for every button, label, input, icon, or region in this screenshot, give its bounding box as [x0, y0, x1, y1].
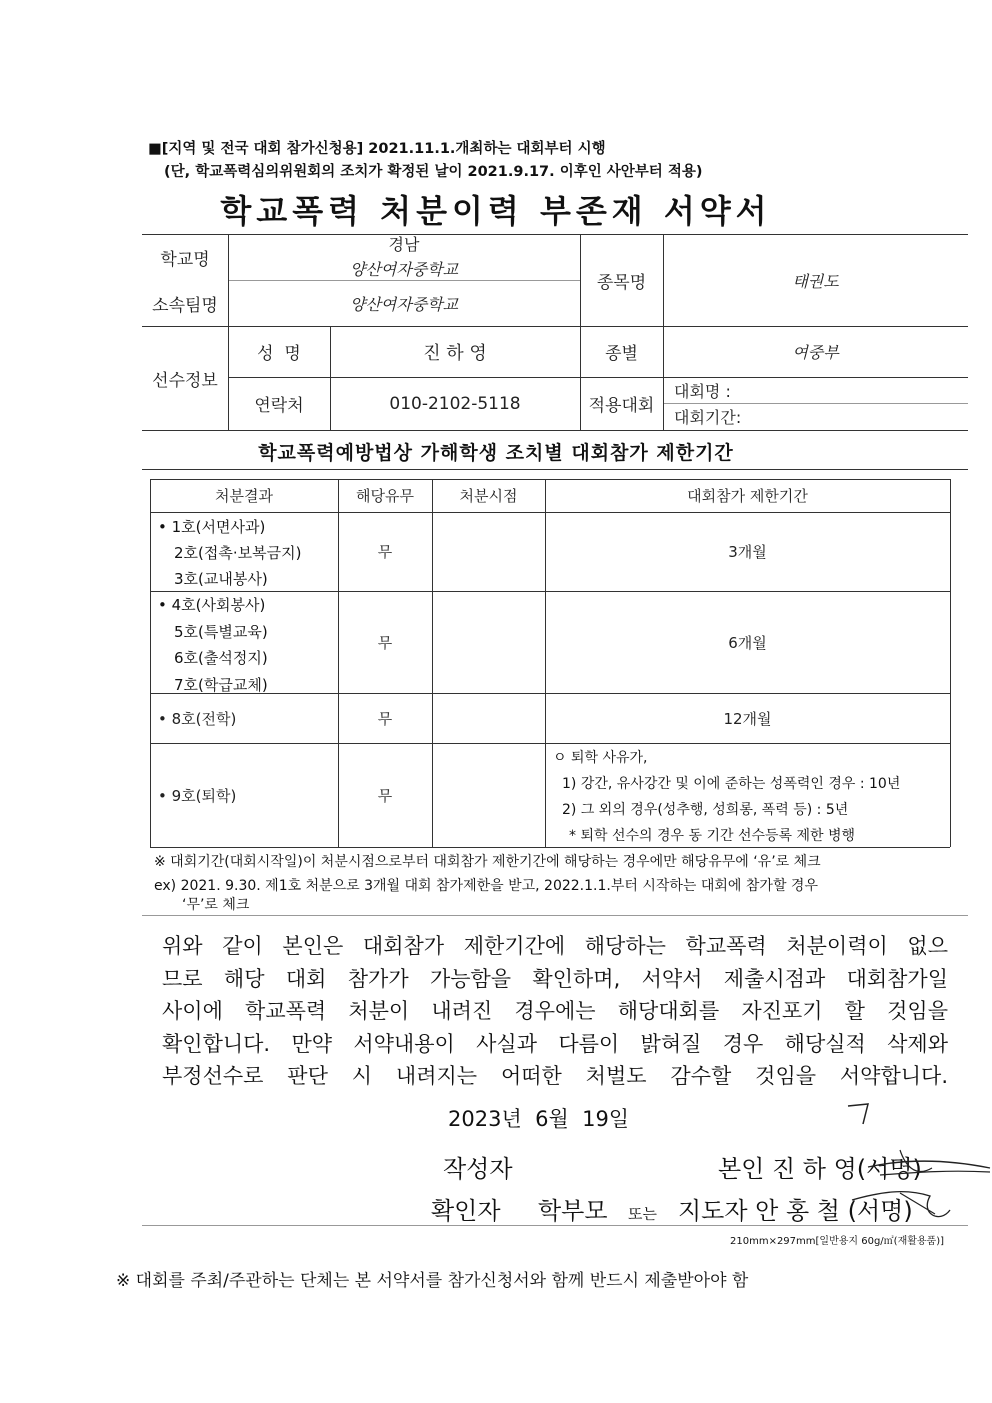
- measure-item: • 8호(전학): [158, 709, 237, 728]
- school-region: 경남: [388, 234, 420, 254]
- confirmer-signature: 지도자 안 홍 철 (서명): [678, 1197, 913, 1225]
- note-3: ‘무’로 체크: [182, 897, 250, 913]
- measure-item: 3호(교내봉사): [174, 570, 268, 588]
- team-label: 소속팀명: [152, 295, 218, 316]
- period-line: * 퇴학 선수의 경우 동 기간 선수등록 제한 병행: [569, 828, 856, 844]
- applicable-value: 무: [377, 543, 393, 561]
- applicable-value: 무: [377, 709, 393, 728]
- restriction-subtitle: 학교폭력예방법상 가해학생 조치별 대회참가 제한기간: [258, 442, 734, 464]
- measure-item: • 1호(서면사과): [158, 518, 266, 536]
- confirmer-role: 학부모: [538, 1197, 608, 1225]
- measure-item: • 9호(퇴학): [158, 786, 237, 805]
- event-period-label: 대회기간:: [674, 408, 742, 427]
- pledge-line: 부정선수로 판단 시 내려지는 어떠한 처벌도 감수할 것임을 서약합니다.: [162, 1064, 948, 1088]
- category-label: 종별: [605, 344, 638, 364]
- pledge-line: 위와 같이 본인은 대회참가 제한기간에 해당하는 학교폭력 처분이력이 없으: [162, 934, 948, 958]
- pledge-line: 사이에 학교폭력 처분이 내려진 경우에는 해당대회를 자진포기 할 것임을: [162, 999, 948, 1023]
- measure-item: 2호(접촉·보복금지): [174, 544, 302, 562]
- school-label: 학교명: [160, 249, 210, 270]
- period-value: 12개월: [723, 709, 772, 728]
- period-value: 3개월: [728, 543, 767, 561]
- school-name: 양산여자중학교: [349, 259, 459, 279]
- pledge-line: 확인합니다. 만약 서약내용이 사실과 다름이 밝혀질 경우 해당실적 삭제와: [162, 1031, 948, 1056]
- athlete-name: 진 하 영: [423, 342, 487, 364]
- contact-label: 연락처: [254, 396, 304, 416]
- notice-line-2: (단, 학교폭력심의위원회의 조치가 확정된 날이 2021.9.17. 이후인 사안부터 적용): [164, 164, 703, 180]
- period-line: 2) 그 외의 경우(성추행, 성희롱, 폭력 등) : 5년: [562, 802, 849, 818]
- measure-item: • 4호(사회봉사): [158, 596, 266, 614]
- team-name: 양산여자중학교: [349, 294, 459, 314]
- measure-item: 5호(특별교육): [174, 622, 268, 641]
- name-label: 성 명: [257, 344, 301, 364]
- page-title: 학교폭력 처분이력 부존재 서약서: [220, 192, 772, 230]
- measure-item: 7호(학급교체): [174, 675, 268, 694]
- applicable-value: 무: [377, 633, 393, 652]
- category-value: 여중부: [792, 343, 839, 362]
- header-time: 처분시점: [459, 487, 518, 505]
- period-line: 1) 강간, 유사강간 및 이에 준하는 성폭력인 경우 : 10년: [562, 776, 901, 792]
- note-2: ex) 2021. 9.30. 제1호 처분으로 3개월 대회 참가제한을 받고, 2022.1.1.부터 시작하는 대회에 참가할 경우: [154, 878, 818, 894]
- event-name-label: 대회명 :: [674, 381, 731, 401]
- period-line: ㅇ 퇴학 사유가,: [553, 750, 648, 766]
- event-label: 적용대회: [588, 396, 655, 416]
- notice-line-1: ■[지역 및 전국 대회 참가신청용] 2021.11.1.개최하는 대회부터 시행: [148, 141, 606, 157]
- writer-signature: 본인 진 하 영(서명): [718, 1155, 922, 1183]
- pledge-line: 므로 해당 대회 참가가 가능함을 확인하며, 서약서 제출시점과 대회참가일: [162, 966, 948, 991]
- period-value: 6개월: [728, 633, 767, 652]
- paper-spec: 210mm×297mm[일반용지 60g/㎡(재활용품)]: [730, 1236, 945, 1247]
- sport-label: 종목명: [596, 272, 647, 293]
- pledge-date: 2023년 6월 19일: [448, 1107, 630, 1131]
- header-result: 처분결과: [215, 487, 273, 505]
- confirmer-or: 또는: [628, 1205, 657, 1223]
- final-note: ※ 대회를 주최/주관하는 단체는 본 서약서를 참가신청서와 함께 반드시 제출받아야 함: [116, 1271, 749, 1291]
- athlete-info-label: 선수정보: [152, 370, 218, 391]
- applicable-value: 무: [377, 786, 393, 805]
- sport-value: 태권도: [792, 271, 839, 291]
- header-applicable: 해당유무: [356, 487, 414, 505]
- writer-label: 작성자: [443, 1155, 513, 1183]
- note-1: ※ 대회기간(대회시작일)이 처분시점으로부터 대회참가 제한기간에 해당하는 경우에만 해당유무에 ‘유’로 체크: [154, 854, 821, 870]
- measure-item: 6호(출석정지): [174, 649, 268, 667]
- confirmer-label: 확인자: [431, 1197, 501, 1225]
- contact-value: 010-2102-5118: [389, 393, 521, 414]
- header-period: 대회참가 제한기간: [687, 487, 808, 505]
